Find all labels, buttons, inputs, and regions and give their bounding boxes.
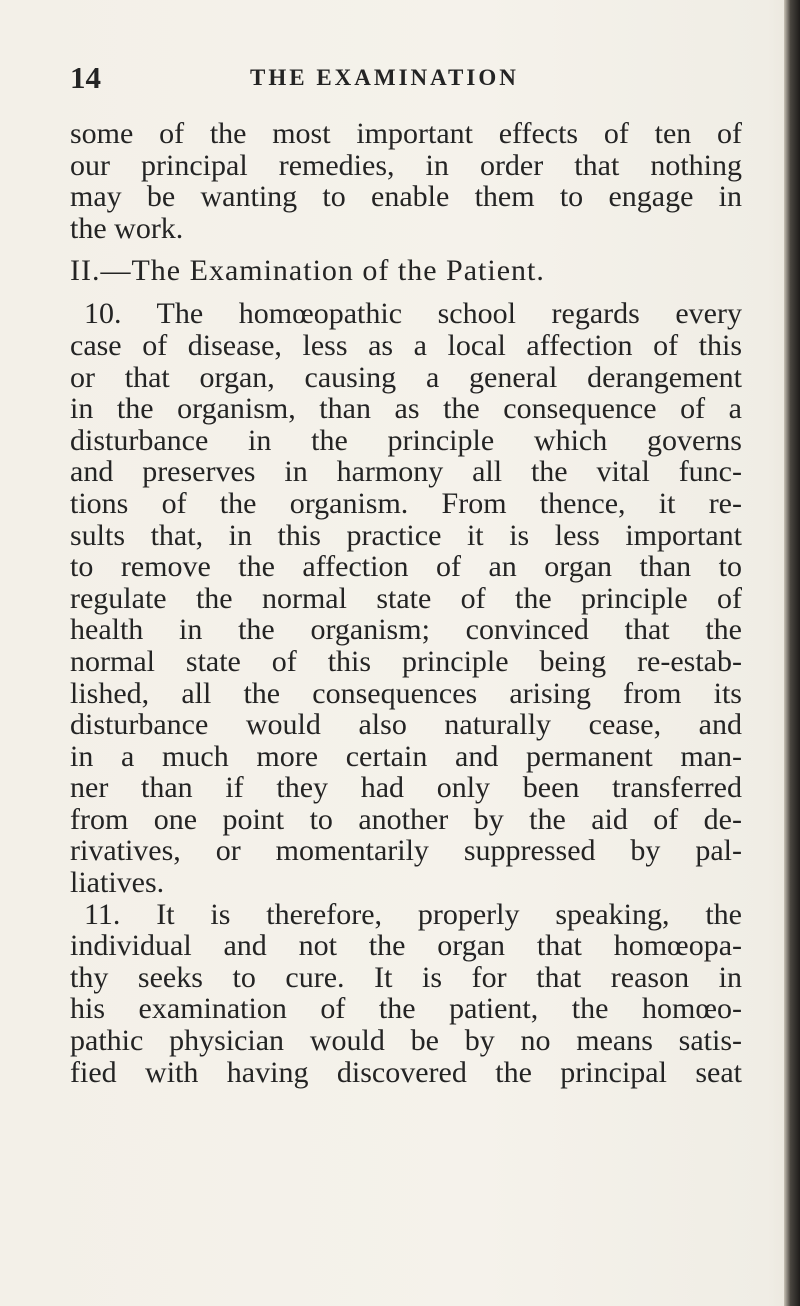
text-line: from one point to another by the aid of de- bbox=[70, 802, 742, 836]
page-header bbox=[70, 58, 750, 98]
text-line: 11. It is therefore, properly speaking, the bbox=[84, 897, 742, 931]
text-line: may be wanting to enable them to engage in bbox=[70, 180, 742, 214]
section-heading: II.—The Examination of the Patient. bbox=[70, 254, 545, 288]
text-line: ner than if they had only been transferred bbox=[70, 771, 742, 805]
text-line: sults that, in this practice it is less important bbox=[70, 518, 742, 552]
text-line: case of disease, less as a local affection of this bbox=[70, 328, 742, 362]
paragraph-10 bbox=[70, 298, 742, 898]
text-line: his examination of the patient, the homœo- bbox=[70, 992, 742, 1026]
paragraph-11 bbox=[70, 899, 742, 1089]
text-line: and preserves in harmony all the vital func- bbox=[70, 455, 742, 489]
text-line: or that organ, causing a general derangement bbox=[70, 360, 742, 394]
text-line: disturbance would also naturally cease, and bbox=[70, 708, 742, 742]
text-line: tions of the organism. From thence, it re- bbox=[70, 486, 742, 520]
text-line: in the organism, than as the consequence of a bbox=[70, 392, 742, 426]
page-number: 14 bbox=[70, 60, 101, 95]
text-line: 10. The homœopathic school regards every bbox=[84, 297, 742, 331]
text-line: liatives. bbox=[70, 866, 165, 900]
intro-paragraph bbox=[70, 118, 742, 244]
text-line: the work. bbox=[70, 211, 184, 245]
text-line: health in the organism; convinced that the bbox=[70, 613, 742, 647]
text-line: rivatives, or momentarily suppressed by pal- bbox=[70, 834, 742, 868]
text-line: in a much more certain and permanent man- bbox=[70, 739, 742, 773]
text-line: individual and not the organ that homœopa- bbox=[70, 929, 742, 963]
text-line: lished, all the consequences arising from its bbox=[70, 676, 742, 710]
text-line: thy seeks to cure. It is for that reason in bbox=[70, 960, 742, 994]
text-line: some of the most important effects of ten of bbox=[70, 117, 742, 150]
book-spine-edge bbox=[784, 0, 800, 1306]
text-line: disturbance in the principle which governs bbox=[70, 423, 742, 457]
body-text bbox=[70, 118, 742, 1088]
running-head: THE EXAMINATION bbox=[250, 65, 519, 90]
text-line: to remove the affection of an organ than to bbox=[70, 550, 742, 584]
text-line: regulate the normal state of the principle of bbox=[70, 581, 742, 615]
text-line: fied with having discovered the principal seat bbox=[70, 1055, 742, 1089]
text-line: normal state of this principle being re-estab- bbox=[70, 644, 742, 678]
text-line: pathic physician would be by no means satis- bbox=[70, 1024, 742, 1058]
text-line: our principal remedies, in order that nothing bbox=[70, 148, 742, 182]
